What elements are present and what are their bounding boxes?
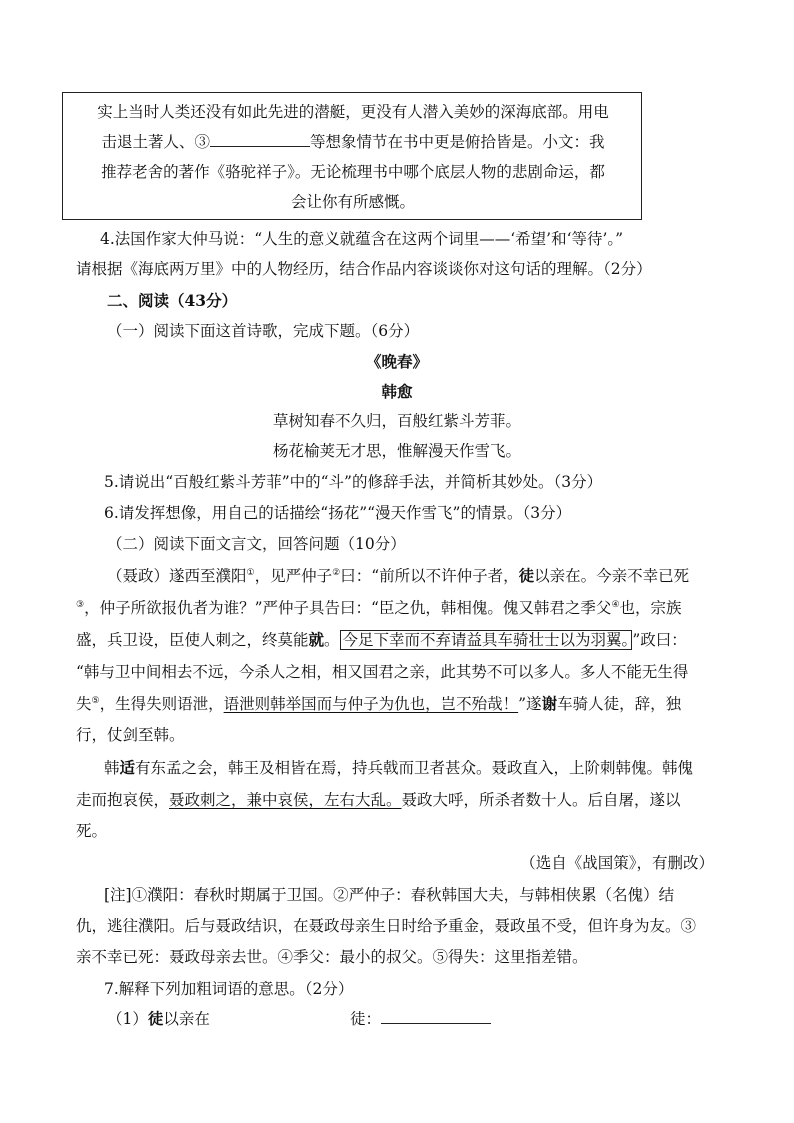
poem-title: 《晚春》 bbox=[365, 352, 428, 371]
notes-line-1: [注]①濮阳：春秋时期属于卫国。②严仲子：春秋韩国大夫，与韩相侠累（名傀）结 bbox=[104, 886, 675, 904]
bold-word-jiu: 就 bbox=[308, 630, 325, 649]
footnote-mark: ① bbox=[246, 567, 255, 578]
footnote-mark: ② bbox=[332, 567, 341, 578]
notes-line-3: 亲不幸已死：聂政母亲去世。④季父：最小的叔父。⑤得失：这里指差错。 bbox=[76, 948, 588, 966]
bold-word-tu: 徒 bbox=[147, 1009, 164, 1028]
box-line-4: 会让你有所感慨。 bbox=[290, 193, 415, 211]
box-line-1: 实上当时人类还没有如此先进的潜艇，更没有人潜入美妙的深海底部。用电 bbox=[97, 103, 609, 121]
dialogue-box bbox=[62, 92, 642, 220]
passage-text: 聂政大呼，所杀者数十人。后自屠，遂以 bbox=[401, 791, 681, 809]
question-6: 6.请发挥想像，用自己的话描绘“扬花”“漫天作雪飞”的情景。（3分） bbox=[104, 504, 572, 522]
footnote-mark: ④ bbox=[611, 599, 620, 610]
box-line-3: 推荐老舍的著作《骆驼祥子》。无论梳理书中哪个底层人物的悲剧命运，都 bbox=[101, 163, 605, 181]
passage-text: ”政曰： bbox=[632, 631, 687, 649]
box-line-2-end: 等想象情节在书中更是俯拾皆是。小文：我 bbox=[310, 133, 605, 151]
passage-text: 盛，兵卫设，臣使人刺之，终莫能 bbox=[76, 631, 309, 649]
poem-author: 韩愈 bbox=[381, 382, 413, 401]
passage-text: （聂政）遂西至濮阳 bbox=[107, 567, 247, 585]
item-text: 以亲在 bbox=[163, 1010, 210, 1028]
passage-text: ，生得失则语泄， bbox=[99, 695, 224, 713]
question-4-line-2: 请根据《海底两万里》中的人物经历，结合作品内容谈谈你对这句话的理解。（2分） bbox=[76, 260, 652, 278]
question-5: 5.请说出“百般红紫斗芳菲”中的“斗”的修辞手法，并简析其妙处。（3分） bbox=[104, 473, 603, 491]
question-7-item-1 bbox=[107, 1008, 210, 1030]
passage-text: 曰：“前所以不许仲子者， bbox=[340, 567, 519, 585]
passage-text: 以亲在。今亲不幸已死 bbox=[534, 567, 690, 585]
passage-line-3 bbox=[76, 629, 687, 651]
passage-line-7 bbox=[104, 757, 693, 779]
answer-blank-3[interactable] bbox=[210, 131, 310, 147]
bold-word-shi: 适 bbox=[119, 758, 136, 777]
footnote-mark: ⑤ bbox=[91, 695, 100, 706]
part-1-instruction: （一）阅读下面这首诗歌，完成下题。（6分） bbox=[107, 322, 420, 340]
question-4-line-1: 4.法国作家大仲马说：“人生的意义就蕴含在这两个词里——‘希望’和‘等待’。” bbox=[100, 230, 624, 248]
box-line-2 bbox=[63, 131, 643, 153]
passage-line-2 bbox=[76, 597, 682, 619]
passage-line-8 bbox=[76, 789, 681, 811]
footnote-mark: ③ bbox=[76, 599, 85, 610]
question-7: 7.解释下列加粗词语的意思。（2分） bbox=[104, 980, 354, 998]
passage-line-6: 行，仗剑至韩。 bbox=[76, 726, 185, 744]
item-number: （1） bbox=[107, 1010, 148, 1028]
notes-line-2: 仇，逃往濮阳。后与聂政结识，在聂政母亲生日时给予重金，聂政虽不受，但许身为友。③ bbox=[76, 917, 697, 935]
passage-text: 有东孟之会，韩王及相皆在焉，持兵戟而卫者甚众。聂政直入，上阶刺韩傀。韩傀 bbox=[135, 759, 694, 777]
box-line-2-start: 击退土著人、③ bbox=[101, 133, 210, 151]
bold-word-xie: 谢 bbox=[541, 694, 558, 713]
passage-text: 失 bbox=[76, 695, 92, 713]
answer-label: 徒： bbox=[350, 1010, 382, 1028]
passage-text: 。 bbox=[324, 631, 340, 649]
framed-sentence: 今足下幸而不弃请益具车骑壮士以为羽翼。 bbox=[340, 630, 633, 650]
poem-line-2: 杨花榆荚无才思，惟解漫天作雪飞。 bbox=[272, 442, 521, 460]
passage-text: 也，宗族 bbox=[619, 599, 682, 617]
part-2-instruction: （二）阅读下面文言文，回答问题（10分） bbox=[107, 535, 406, 553]
passage-text: 车骑人徒，辞，独 bbox=[557, 695, 682, 713]
passage-line-9: 死。 bbox=[76, 822, 108, 840]
section-heading-reading: 二、阅读（43分） bbox=[107, 291, 238, 310]
underlined-sentence-2: 聂政刺之，兼中哀侯，左右大乱。 bbox=[169, 791, 402, 809]
bold-word-tu: 徒 bbox=[518, 566, 535, 585]
passage-text: ，仲子所欲报仇者为谁？”严仲子具告曰：“臣之仇，韩相傀。傀又韩君之季父 bbox=[84, 599, 612, 617]
passage-text: ”遂 bbox=[518, 695, 542, 713]
passage-source: （选自《战国策》，有删改） bbox=[520, 854, 714, 872]
question-7-answer-1 bbox=[350, 1008, 491, 1030]
passage-line-4: “韩与卫中间相去不远，今杀人之相，相又国君之亲，此其势不可以多人。多人不能无生得 bbox=[76, 663, 689, 681]
passage-line-1 bbox=[107, 565, 689, 587]
underlined-sentence-1: 语泄则韩举国而与仲子为仇也，岂不殆哉！ bbox=[223, 695, 519, 713]
passage-text: 韩 bbox=[104, 759, 120, 777]
answer-blank[interactable] bbox=[381, 1008, 491, 1024]
passage-line-5 bbox=[76, 693, 681, 715]
poem-line-1: 草树知春不久归，百般红紫斗芳菲。 bbox=[272, 412, 521, 430]
passage-text: ，见严仲子 bbox=[254, 567, 333, 585]
passage-text: 走而抱哀侯， bbox=[76, 791, 170, 809]
